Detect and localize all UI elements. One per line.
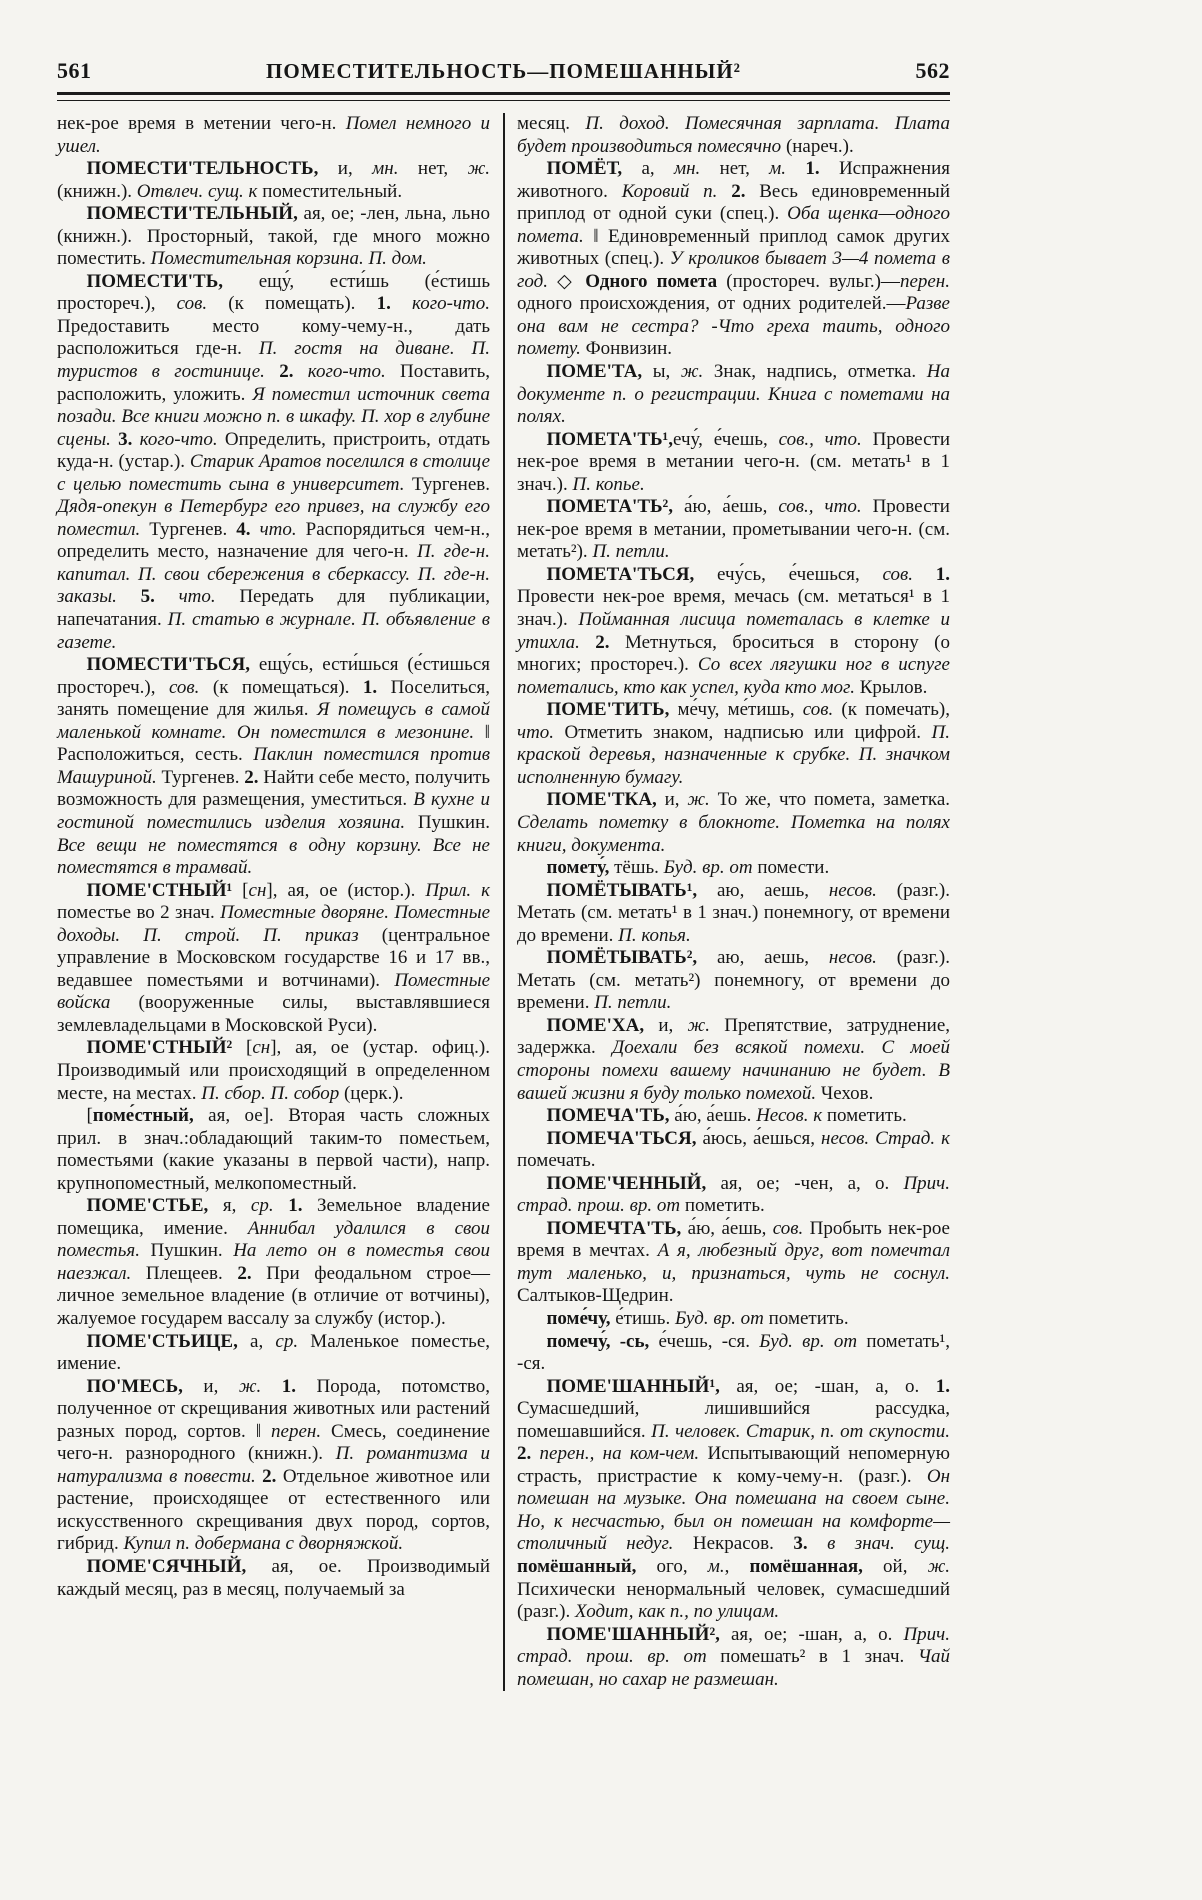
entry-pomechat xyxy=(517,1105,950,1128)
entry-pomechu-s xyxy=(517,1331,950,1376)
entry-italic-text: м. xyxy=(769,158,787,180)
page-number-left: 561 xyxy=(57,58,92,83)
entry-continuation-pomesyachny xyxy=(517,113,950,158)
entry-text: ая, ое]. Вторая часть сложных прил. в знач.:обладающий таким-то поместьем, поместьями (какие указаны в первой части), напр. крупнопоместный, мелкопоместный. xyxy=(57,1105,490,1194)
entry-text: [ xyxy=(232,1037,253,1059)
entry-text: ечу́сь, е́чешься, xyxy=(694,563,883,585)
entry-bold-text: ПОМЕ'СЯЧНЫЙ, xyxy=(86,1556,247,1577)
entry-bold-text: 5. xyxy=(140,586,155,608)
entry-bold-text: ПОМЁТ, xyxy=(546,158,623,180)
entry-text: нет, xyxy=(700,158,770,180)
entry-text: ◇ xyxy=(548,270,586,292)
entry-italic-text: П. романтизма и натурализма в повести. xyxy=(57,1443,490,1487)
entry-text: Провести нек-рое время в метании чего-н. (см. метать¹ в 1 знач.). xyxy=(517,428,950,495)
entry-italic-text: А я, любезный друг, вот помечтал тут маленько, и, признаться, чуть не соснул. xyxy=(517,1240,950,1284)
entry-italic-text: несов. xyxy=(821,1127,870,1149)
entry-bold-text: поме́стный, xyxy=(92,1105,194,1127)
entry-text: (центральное управление в Московском государстве 16 и 17 вв., ведавшее поместьями и вотчинами). xyxy=(57,924,491,991)
entry-text: пометать¹, -ся. xyxy=(517,1330,951,1375)
entry-bold-text: ПОМЕТА'ТЬ², xyxy=(546,496,674,518)
column-divider-rule xyxy=(503,113,505,1691)
entry-text: (разг.). Метать (см. метать²) понемногу, от времени до времени. xyxy=(517,947,950,1014)
entry-text: ого, xyxy=(636,1556,708,1577)
entry-pometa xyxy=(517,361,950,429)
entry-bold-text: помечу́, -сь, xyxy=(546,1330,650,1352)
entry-bold-text: ПОМЕТА'ТЬСЯ, xyxy=(546,563,695,585)
entry-text: При феодальном строе—личное земельное владение (в отличие от вотчины), жалуемое государем вассалу за службу (истор.). xyxy=(57,1262,490,1329)
entry-text: (церк.). xyxy=(339,1082,404,1104)
entry-text: То же, что помета, заметка. xyxy=(709,789,950,811)
entry-text: Пушкин. xyxy=(139,1240,234,1262)
entry-italic-text: П. доход. Помесячная зарплата. Плата будет производиться помесячно xyxy=(517,113,950,157)
entry-pomestny-2 xyxy=(57,1037,490,1105)
entry-italic-text: Пойманная лисица пометалась в клетке и утихла. xyxy=(517,609,950,653)
entry-italic-text: В кухне и гостиной поместились изделия хозяина. xyxy=(57,789,490,833)
entry-italic-text: Купил п. добермана с дворняжкой. xyxy=(123,1533,404,1555)
entry-italic-text: ж. xyxy=(927,1556,950,1577)
entry-italic-text: ж. xyxy=(238,1375,262,1397)
entry-italic-text: мн. xyxy=(673,158,701,180)
entry-pomyot xyxy=(517,158,950,361)
entry-text: помечать. xyxy=(517,1150,596,1172)
entry-italic-text: Помел немного и ушел. xyxy=(57,113,490,157)
entry-italic-text: несов. xyxy=(828,879,877,901)
column-left xyxy=(57,113,490,1691)
entry-text: ая, ое. Производимый каждый месяц, раз в месяц, получаемый за xyxy=(57,1556,490,1600)
entry-text: ая, ое; -шан, а, о. xyxy=(719,1375,936,1397)
entry-text: Поставить, расположить, уложить. xyxy=(57,361,490,405)
entry-bold-text: ПОМЕСТИ'ТЕЛЬНОСТЬ, xyxy=(86,158,319,180)
entry-italic-text: Все вещи не поместятся в одну корзину. Все не поместятся в трамвай. xyxy=(57,834,490,879)
entry-text: а, xyxy=(622,158,674,180)
entry-italic-text: сов. xyxy=(772,1217,804,1239)
entry-italic-text: сов. xyxy=(168,676,200,698)
entry-italic-text: сов., что. xyxy=(778,496,862,518)
entry-text: [ xyxy=(232,879,249,901)
entry-pomekha xyxy=(517,1015,950,1105)
entry-bold-text: поме́чу, xyxy=(546,1307,611,1329)
entry-bold-text: ПОМЕ'ЧЕННЫЙ, xyxy=(546,1172,707,1194)
entry-italic-text: Ходит, как п., по улицам. xyxy=(575,1601,780,1623)
entry-italic-text: П. петли. xyxy=(594,992,672,1014)
entry-text: (разг.). Метать (см. метать¹ в 1 знач.) понемногу, от времени до времени. xyxy=(517,879,950,946)
entry-text: аю, аешь, xyxy=(697,947,829,969)
entry-italic-text: Аннибал удалился в свои поместья. xyxy=(57,1217,490,1262)
entry-text: ой, xyxy=(862,1556,928,1577)
entry-italic-text: Буд. вр. от xyxy=(663,857,753,879)
entry-italic-text: Доехали без всякой помехи. С моей стороны помехи вашему начинанию не будет. В вашей жизни я буду только помехой. xyxy=(517,1037,950,1104)
entry-italic-text: ж. xyxy=(687,1014,710,1036)
entry-text: Поселиться, занять помещение для жилья. xyxy=(57,676,490,721)
entry-italic-text: м. xyxy=(707,1556,725,1577)
entry-bold-text: ПОМЕ'ШАННЫЙ², xyxy=(546,1623,720,1645)
entry-bold-text: Одного помета xyxy=(585,270,718,292)
entry-text: (вооруженные силы, выставлявшиеся землевладельцами в Московской Руси). xyxy=(57,992,490,1036)
entry-bold-text: ПОМЕСТИ'ТЕЛЬНЫЙ, xyxy=(86,203,298,225)
entry-italic-text: П. статью в журнале. П. объявление в газете. xyxy=(57,609,490,653)
entry-italic-text: На лето он в поместья свои наезжал. xyxy=(57,1240,490,1284)
entry-text: а́ю, а́ешь, xyxy=(673,496,779,518)
entry-text: я, xyxy=(208,1195,251,1217)
entry-pomestitelny xyxy=(57,203,490,271)
entry-italic-text: Прич. страд. прош. вр. от xyxy=(517,1623,950,1668)
entry-italic-text: ж. xyxy=(680,361,704,383)
entry-italic-text: Оба щенка—одного помета. xyxy=(517,203,950,247)
entry-bold-text: ПОМЕЧА'ТЬ, xyxy=(546,1105,670,1127)
entry-italic-text: П. копье. xyxy=(572,473,645,495)
entry-bold-text: 1. xyxy=(376,293,391,315)
entry-italic-text: П. человек. Старик, п. от скупости. xyxy=(651,1420,950,1442)
entry-text: ещу́, ести́шь (е́стишь простореч.), xyxy=(57,270,490,315)
entry-pomyotyvat-1 xyxy=(517,880,950,948)
entry-pomestitelnost xyxy=(57,158,490,203)
entry-bold-text: ПО'МЕСЬ, xyxy=(86,1375,183,1397)
entry-bold-text: 2. xyxy=(244,766,259,788)
entry-pomestitsya xyxy=(57,654,490,879)
entry-text: а́ю, а́ешь. xyxy=(669,1105,757,1127)
entry-bold-text: ПОМЕСТИ'ТЬ, xyxy=(86,270,224,292)
entry-italic-text: сов. xyxy=(176,293,208,315)
entry-pomechatsya xyxy=(517,1128,950,1173)
entry-text xyxy=(274,1195,289,1216)
entry-text: помешать² в 1 знач. xyxy=(706,1646,918,1668)
entry-bold-text: ПОМЕ'СТНЫЙ² xyxy=(86,1037,233,1059)
entry-text: Тургенев. xyxy=(156,766,245,788)
entry-text: а, xyxy=(237,1330,276,1352)
entry-bold-text: 2. xyxy=(595,631,610,653)
entry-bold-text: 3. xyxy=(793,1533,808,1555)
header-rule xyxy=(57,92,950,101)
entry-italic-text: сн xyxy=(252,1037,271,1059)
entry-text: Провести нек-рое время, мечась (см. метаться¹ в 1 знач.). xyxy=(517,586,950,631)
entry-text: (книжн.). xyxy=(57,180,137,202)
entry-text: ая, ое; -чен, а, о. xyxy=(706,1172,904,1194)
entry-italic-text: мн. xyxy=(372,158,399,180)
running-head xyxy=(57,58,950,84)
entry-italic-text: несов. xyxy=(828,947,877,969)
entry-italic-text: Коровий п. xyxy=(621,180,732,202)
entry-text xyxy=(261,1376,282,1397)
entry-italic-text: сов., что. xyxy=(778,428,862,450)
entry-text: помести. xyxy=(752,857,830,879)
entry-text: Пушкин. xyxy=(405,811,491,833)
entry-italic-text: Сделать пометку в блокноте. Пометка на полях книги, документа. xyxy=(517,811,950,856)
entry-italic-text: сов. xyxy=(882,563,914,585)
entry-text: ечу́, е́чешь, xyxy=(673,428,779,450)
entry-italic-text: что. xyxy=(517,721,555,743)
entry-text: Знак, надпись, отметка. xyxy=(703,361,927,383)
entry-text: Некрасов. xyxy=(673,1533,794,1555)
entry-text: е́тишь. xyxy=(610,1307,675,1329)
entry-italic-text: Поместные войска xyxy=(57,969,490,1014)
entry-text: пометить. xyxy=(763,1307,849,1329)
entry-italic-text: Поместные дворяне. Поместные доходы. П. строй. П. приказ xyxy=(57,902,490,946)
entry-pometat-1 xyxy=(517,429,950,497)
entry-pometat-2 xyxy=(517,496,950,564)
entry-text: (нареч.). xyxy=(781,135,854,157)
entry-italic-text: П. гостя на диване. П. туристов в гостинице. xyxy=(57,338,491,383)
entry-text: ‖ Расположиться, сесть. xyxy=(57,721,490,766)
entry-italic-text: ж. xyxy=(467,158,490,180)
entry-text: ая, ое; -лен, льна, льно (книжн.). Просторный, такой, где много можно поместить. xyxy=(57,203,490,270)
entry-text: и, xyxy=(644,1014,688,1036)
entry-bold-text: ПОМЕ'ТИТЬ, xyxy=(546,699,670,721)
entry-italic-text: Паклин поместился против Машуриной. xyxy=(57,744,490,788)
entry-italic-text: Я помещусь в самой маленькой комнате. Он поместился в мезонине. xyxy=(57,699,490,743)
entry-italic-text: П. петли. xyxy=(592,541,670,563)
entry-text: Предоставить место кому-чему-н., дать расположиться где-н. xyxy=(57,315,490,360)
entry-italic-text: Я поместил источник света позади. Все книги можно п. в шкафу. П. хор в глубине сцены. xyxy=(57,383,490,450)
entry-italic-text: Буд. вр. от xyxy=(759,1330,858,1352)
text-columns xyxy=(57,113,950,1691)
entry-pomechu xyxy=(517,1308,950,1331)
entry-text: (простореч. вульг.)— xyxy=(717,270,900,292)
entry-text: Препятствие, затруднение, задержка. xyxy=(517,1014,951,1059)
entry-bold-text: 1. xyxy=(805,158,820,180)
entry-pometatsya xyxy=(517,564,950,699)
entry-text: Пробыть нек-рое время в мечтах. xyxy=(517,1217,950,1262)
entry-text: (к помещаться). xyxy=(199,676,363,698)
entry-bold-text: 2. xyxy=(279,361,294,383)
entry-bold-text: ПОМЕ'ТА, xyxy=(546,361,643,383)
entry-italic-text: что. xyxy=(250,518,297,540)
entry-text: Провести нек-рое время в метании, прометывании чего-н. (см. метать²). xyxy=(517,496,950,563)
entry-text: , xyxy=(724,1556,750,1577)
entry-bold-text: ПОМЕ'СТЬЕ, xyxy=(86,1195,209,1217)
entry-bold-text: ПОМЕ'СТЬИЦЕ, xyxy=(86,1330,238,1352)
entry-text: Найти себе место, получить возможность для размещения, уместиться. xyxy=(57,766,490,811)
entry-pometu xyxy=(517,857,950,880)
entry-text: поместье во 2 знач. xyxy=(57,902,221,924)
entry-italic-text: У кроликов бывает 3—4 помета в год. xyxy=(517,248,950,292)
entry-italic-text: Он помешан на музыке. Она помешана на своем сыне. Но, к несчастью, был он помешан на комфорте—столичный недуг. xyxy=(517,1465,950,1555)
entry-bold-text: 2. xyxy=(517,1443,532,1465)
entry-text: [ xyxy=(86,1105,93,1127)
entry-bold-text: ПОМЕТА'ТЬ¹, xyxy=(546,428,674,450)
entry-text: нет, xyxy=(398,158,468,180)
entry-text: Испражнения животного. xyxy=(517,158,951,202)
entry-text: пометить. xyxy=(822,1105,907,1127)
entry-italic-text: перен. xyxy=(271,1420,322,1442)
entry-italic-text: перен., на ком-чем. xyxy=(531,1443,700,1465)
entry-italic-text: ср. xyxy=(250,1195,274,1217)
running-title: ПОМЕСТИТЕЛЬНОСТЬ—ПОМЕШАННЫЙ² xyxy=(266,59,741,83)
entry-text: Порода, потомство, полученное от скрещивания животных или растений разных пород, сортов. ‖ xyxy=(57,1375,491,1442)
entry-italic-text: Поместительная корзина. П. дом. xyxy=(150,248,427,270)
entry-italic-text: кого-что. xyxy=(132,428,218,450)
entry-bold-text: 1. xyxy=(935,1375,950,1397)
entry-text: Метнуться, броситься в сторону (о многих; простореч.). xyxy=(517,631,950,676)
entry-text: ещу́сь, ести́шься (е́стишься простореч.), xyxy=(57,654,490,698)
entry-text: Тургенев. xyxy=(140,518,237,540)
entry-bold-text: 1. xyxy=(362,676,378,698)
entry-pometka xyxy=(517,789,950,857)
page-number-right: 562 xyxy=(915,58,950,83)
entry-text: ], ая, ое (истор.). xyxy=(266,879,426,901)
entry-bold-text: помёшанная, xyxy=(749,1556,863,1577)
entry-text: а́ю, а́ешь, xyxy=(681,1217,773,1239)
entry-text: Психически ненормальный человек, сумасшедший (разг.). xyxy=(517,1578,950,1623)
entry-bold-text: ПОМЕ'ТКА, xyxy=(546,789,657,811)
entry-text: (к помечать), xyxy=(833,699,950,721)
entry-text: Плещеев. xyxy=(131,1262,238,1284)
entry-bold-text: ПОМЕ'СТНЫЙ¹ xyxy=(86,879,233,901)
entry-text: ], ая, ое (устар. офиц.). Производимый или происходящий в определенном месте, на местах. xyxy=(57,1037,491,1104)
entry-text: Определить, пристроить, отдать куда-н. (устар.). xyxy=(57,428,490,473)
entry-italic-text: Страд. к xyxy=(875,1127,951,1149)
entry-italic-text: Чай помешан, но сахар не размешан. xyxy=(517,1646,950,1690)
entry-italic-text: П. краской деревья, назначенные к срубке. П. значком исполненную бумагу. xyxy=(517,721,950,788)
entry-bold-text: 3. xyxy=(118,428,133,450)
entry-text: и, xyxy=(182,1375,239,1397)
entry-text: а́юсь, а́ешься, xyxy=(696,1127,822,1149)
entry-text: месяц. xyxy=(517,113,586,134)
entry-text xyxy=(786,158,805,179)
entry-italic-text: Разве она вам не сестра? -Что греха таить, одного помету. xyxy=(517,293,950,360)
entry-italic-text: ср. xyxy=(275,1330,299,1352)
entry-text: и, xyxy=(656,789,688,811)
entry-bold-text: 2. xyxy=(237,1262,252,1284)
entry-pomestye xyxy=(57,1195,490,1330)
entry-pomestny-1 xyxy=(57,880,490,1038)
entry-text: Весь единовременный приплод от одной суки (спец.). xyxy=(517,180,950,225)
entry-text: Чехов. xyxy=(816,1082,874,1104)
entry-italic-text: ж. xyxy=(687,789,710,811)
entry-bold-text: ПОМЁТЫВАТЬ², xyxy=(546,947,698,969)
entry-bold-text: 1. xyxy=(288,1195,303,1217)
entry-bold-text: ПОМЕСТИ'ТЬСЯ, xyxy=(86,654,251,676)
entry-italic-text: Со всех лягушки ног в испуге пометались, кто как успел, куда кто мог. xyxy=(517,654,950,698)
entry-text: пометить. xyxy=(680,1195,765,1217)
entry-italic-text: Отвлеч. сущ. к xyxy=(136,180,258,202)
dictionary-page xyxy=(57,58,950,1691)
entry-bold-text: 2. xyxy=(262,1465,277,1487)
column-right xyxy=(517,113,950,1691)
entry-text: Земельное владение помещика, имение. xyxy=(57,1195,490,1239)
entry-text: поместительный. xyxy=(257,180,403,202)
entry-italic-text: перен. xyxy=(899,270,950,292)
entry-italic-text: что. xyxy=(154,586,216,608)
entry-bold-text: 1. xyxy=(935,563,951,585)
entry-text: Маленькое поместье, имение. xyxy=(57,1330,491,1375)
entry-text: Смесь, соединение чего-н. разнородного (книжн.). xyxy=(57,1420,490,1465)
entry-text: ме́чу, ме́тишь, xyxy=(669,699,803,721)
entry-text: Сумасшедший, лишившийся рассудка, помешавшийся. xyxy=(517,1398,950,1442)
entry-text: тёшь. xyxy=(609,857,664,879)
entry-text: аю, аешь, xyxy=(697,879,829,901)
entry-italic-text: сов. xyxy=(802,699,834,721)
entry-text: Отметить знаком, надписью или цифрой. xyxy=(554,721,932,743)
entry-pomechenny xyxy=(517,1173,950,1218)
entry-italic-text: П. копья. xyxy=(618,924,691,946)
entry-text: ы, xyxy=(642,361,681,383)
entry-italic-text: П. сбор. П. собор xyxy=(201,1082,340,1104)
entry-pomes xyxy=(57,1376,490,1556)
entry-text: Тургенев. xyxy=(404,473,490,495)
entry-bold-text: ПОМЁТЫВАТЬ¹, xyxy=(546,879,698,901)
entry-text: Салтыков-Щедрин. xyxy=(517,1285,674,1307)
entry-text xyxy=(913,564,936,585)
entry-italic-text: Прил. к xyxy=(425,879,490,901)
entry-italic-text: кого-что. xyxy=(293,361,386,383)
entry-text: Передать для публикации, напечатания. xyxy=(57,586,490,631)
entry-bold-text: 1. xyxy=(281,1375,297,1397)
entry-italic-text: П. где-н. капитал. П. свои сбережения в сберкассу. П. где-н. заказы. xyxy=(57,541,490,608)
entry-italic-text: сн xyxy=(248,879,267,901)
entry-pomechtat xyxy=(517,1218,950,1308)
entry-italic-text: в знач. сущ. xyxy=(807,1533,951,1555)
entry-pomeshanny-2 xyxy=(517,1624,950,1692)
entry-text: одного происхождения, от одних родителей.— xyxy=(517,293,906,315)
entry-bold-text: ПОМЕ'ШАННЫЙ¹, xyxy=(546,1375,720,1397)
entry-text: и, xyxy=(318,158,373,180)
entry-pomestyitse xyxy=(57,1331,490,1376)
entry-text: Испытывающий непомерную страсть, пристрастие к кому-чему-н. (разг.). xyxy=(517,1443,950,1487)
entry-continuation-pomesti xyxy=(57,113,490,158)
entry-text: Крылов. xyxy=(854,676,928,698)
entry-bold-text: 4. xyxy=(236,518,251,540)
entry-pomestny-suffix xyxy=(57,1105,490,1195)
entry-italic-text: Несов. к xyxy=(756,1105,823,1127)
entry-italic-text: Прич. страд. прош. вр. от xyxy=(517,1172,950,1217)
entry-pometit xyxy=(517,699,950,789)
entry-bold-text: ПОМЕ'ХА, xyxy=(546,1014,645,1036)
entry-text: Фонвизин. xyxy=(580,338,672,360)
entry-italic-text: кого-что. xyxy=(390,293,490,315)
entry-text: Отдельное животное или растение, происходящее от естественного или искусственного скрещивания двух пород, сортов, гибрид. xyxy=(57,1465,490,1555)
entry-bold-text: помёшанный, xyxy=(517,1556,637,1577)
entry-italic-text: Буд. вр. от xyxy=(674,1307,764,1329)
entry-text: нек-рое время в метении чего-н. xyxy=(57,113,346,134)
entry-text: е́чешь, -ся. xyxy=(649,1330,760,1352)
entry-text: (к помещать). xyxy=(207,293,377,315)
entry-pomesyachny xyxy=(57,1556,490,1601)
entry-italic-text: На документе п. о регистрации. Книга с пометами на полях. xyxy=(517,361,950,428)
entry-bold-text: помету́, xyxy=(546,857,610,879)
entry-bold-text: ПОМЕЧА'ТЬСЯ, xyxy=(546,1127,697,1149)
entry-italic-text: Старик Аратов поселился в столице с целью поместить сына в университет. xyxy=(57,451,491,495)
entry-text: ая, ое; -шан, а, о. xyxy=(719,1623,904,1645)
entry-pomeshanny-1 xyxy=(517,1376,950,1624)
entry-pomestit xyxy=(57,271,490,654)
entry-text: Распорядиться чем-н., определить место, назначение для чего-н. xyxy=(57,518,490,563)
entry-italic-text: Дядя-опекун в Петербург его привез, на службу его поместил. xyxy=(57,496,490,540)
entry-bold-text: 2. xyxy=(731,180,746,202)
entry-text: ‖ Единовременный приплод самок других животных (спец.). xyxy=(517,225,950,270)
entry-pomyotyvat-2 xyxy=(517,947,950,1015)
entry-bold-text: ПОМЕЧТА'ТЬ, xyxy=(546,1217,682,1239)
